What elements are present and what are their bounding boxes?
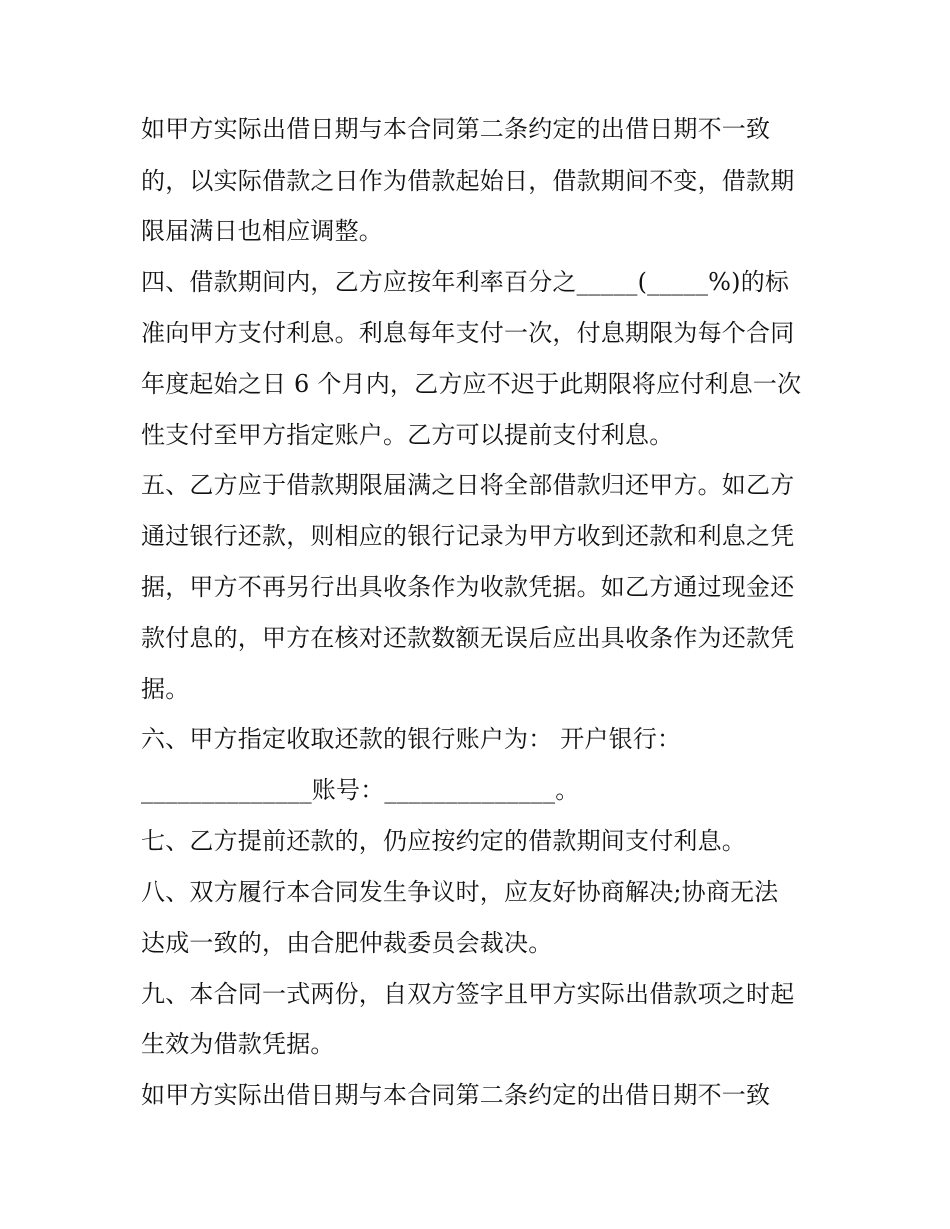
text-line: 限届满日也相应调整。 (141, 217, 383, 245)
text-line: 如甲方实际出借日期与本合同第二条约定的出借日期不一致 (141, 1081, 771, 1109)
text-line: 九、本合同一式两份，自双方签字且甲方实际出借款项之时起 (141, 980, 795, 1008)
text-line: 的，以实际借款之日作为借款起始日，借款期间不变，借款期 (141, 167, 795, 195)
text-line: ______________账号：______________。 (141, 776, 580, 804)
text-line: 七、乙方提前还款的，仍应按约定的借款期间支付利息。 (141, 827, 746, 855)
text-line: 准向甲方支付利息。利息每年支付一次，付息期限为每个合同 (141, 319, 795, 347)
text-line: 四、借款期间内，乙方应按年利率百分之_____(_____%)的标 (141, 268, 790, 296)
text-line: 如甲方实际出借日期与本合同第二条约定的出借日期不一致 (141, 115, 771, 143)
text-line: 生效为借款凭据。 (141, 1030, 335, 1058)
text-line: 据，甲方不再另行出具收条作为收款凭据。如乙方通过现金还 (141, 573, 795, 601)
text-line: 性支付至甲方指定账户。乙方可以提前支付利息。 (141, 421, 674, 449)
text-line: 据。 (141, 675, 190, 703)
text-line: 年度起始之日 6 个月内，乙方应不迟于此期限将应付利息一次 (141, 370, 802, 398)
text-line: 达成一致的，由合肥仲裁委员会裁决。 (141, 929, 553, 957)
text-line: 通过银行还款，则相应的银行记录为甲方收到还款和利息之凭 (141, 522, 795, 550)
text-line: 六、甲方指定收取还款的银行账户为： 开户银行： (141, 725, 682, 753)
text-line: 五、乙方应于借款期限届满之日将全部借款归还甲方。如乙方 (141, 471, 795, 499)
text-line: 款付息的，甲方在核对还款数额无误后应出具收条作为还款凭 (141, 624, 795, 652)
text-line: 八、双方履行本合同发生争议时，应友好协商解决;协商无法 (141, 878, 779, 906)
